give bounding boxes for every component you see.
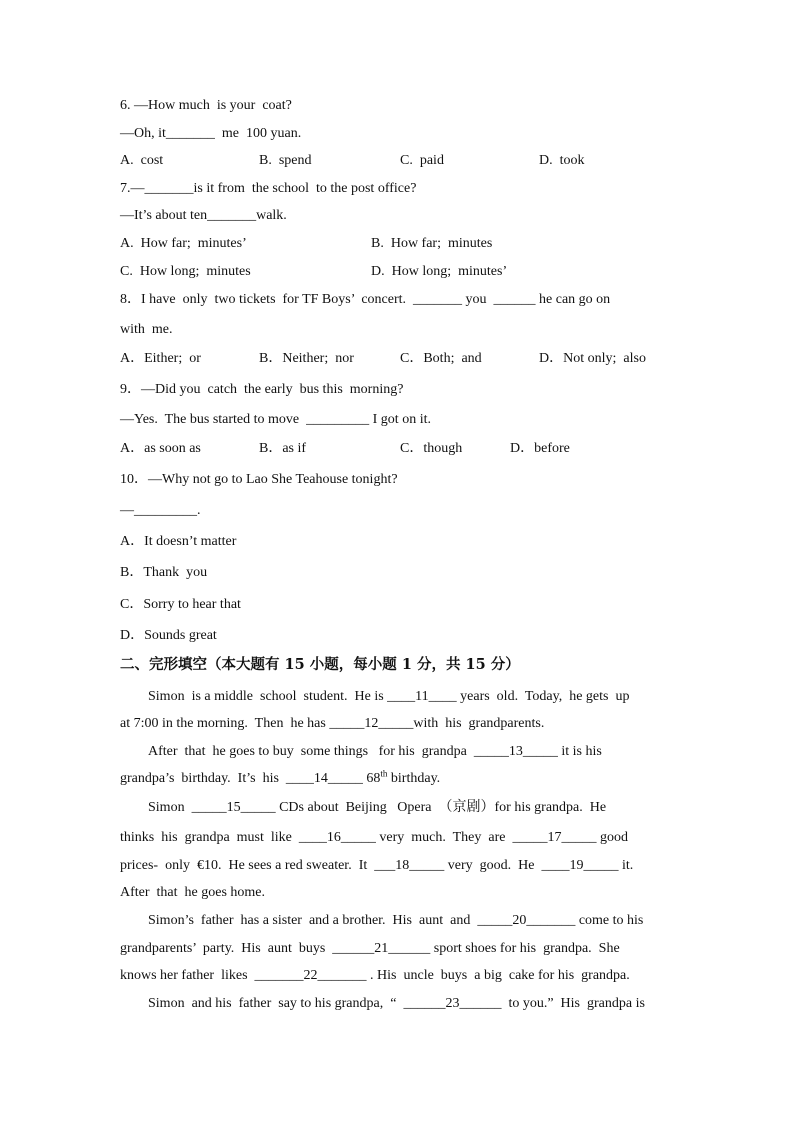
q7-question: 7.—_______is it from the school to the post office?	[120, 181, 417, 196]
q10-option-a: A．It doesn’t matter	[120, 534, 237, 549]
section-heading: 二、完形填空（本大题有 15 小题，每小题 1 分，共 15 分）	[120, 656, 520, 673]
q10-question: 10．—Why not go to Lao She Teahouse tonight?	[120, 472, 398, 487]
q10-answer: —_________.	[120, 503, 201, 518]
passage-text: it is his	[557, 744, 602, 759]
q8-option-d: D．Not only; also	[539, 351, 646, 366]
q8-question-line1: 8．I have only two tickets for TF Boys’ concert. _______ you ______ he can go on	[120, 292, 611, 307]
passage-text: birthday.	[387, 771, 441, 786]
passage-text: thinks his grandpa must like	[120, 830, 299, 845]
q8-question-line2: with me.	[120, 322, 173, 337]
blank-14: ____14_____	[285, 771, 363, 786]
passage-text: it.	[618, 858, 634, 873]
q6-option-b: B. spend	[259, 153, 312, 168]
passage-text: very much. They are	[375, 830, 513, 845]
passage-text: Simon is a middle school student. He is	[148, 689, 388, 704]
blank-11: ____11____	[387, 689, 457, 704]
blank-19: ____19_____	[541, 858, 619, 873]
ordinal-suffix: th	[380, 768, 388, 779]
q7-option-b: B. How far; minutes	[371, 236, 493, 251]
blank-21: ______21______	[332, 941, 431, 956]
q8-option-b: B．Neither; nor	[259, 351, 354, 366]
q7-option-d: D. How long; minutes’	[371, 264, 508, 279]
passage-line	[148, 743, 602, 761]
passage-text: come to his	[575, 913, 644, 928]
q6-answer: —Oh, it_______ me 100 yuan.	[120, 126, 302, 141]
passage-text: CDs about Beijing Opera （京剧）for his grandpa. He	[275, 800, 607, 815]
passage-text: . His uncle buys a big cake for his grandpa.	[366, 968, 630, 983]
q10-option-c: C．Sorry to hear that	[120, 597, 241, 612]
blank-22: _______22_______	[254, 968, 367, 983]
q9-option-d: D．before	[510, 441, 570, 456]
q6-option-a: A. cost	[120, 153, 164, 168]
q7-option-c: C. How long; minutes	[120, 264, 251, 279]
q9-answer: —Yes. The bus started to move _________ I got on it.	[120, 412, 431, 427]
passage-line	[120, 967, 630, 985]
passage-line	[148, 995, 645, 1013]
blank-13: _____13_____	[473, 744, 558, 759]
passage-text: at 7:00 in the morning. Then he has	[120, 716, 330, 731]
q6-question: 6. —How much is your coat?	[120, 98, 292, 113]
passage-line	[148, 912, 643, 930]
passage-text: knows her father likes	[120, 968, 255, 983]
q9-option-c: C．though	[400, 441, 463, 456]
passage-line	[120, 770, 440, 788]
q8-option-c: C．Both; and	[400, 351, 482, 366]
q6-option-d: D. took	[539, 153, 585, 168]
q6-option-c: C. paid	[400, 153, 444, 168]
passage-text: grandpa’s birthday. It’s his	[120, 771, 286, 786]
q8-option-a: A．Either; or	[120, 351, 201, 366]
passage-line	[148, 799, 606, 817]
passage-text: grandparents’ party. His aunt buys	[120, 941, 333, 956]
q9-option-a: A．as soon as	[120, 441, 201, 456]
blank-12: _____12_____	[329, 716, 414, 731]
q7-answer: —It’s about ten_______walk.	[120, 208, 287, 223]
q10-option-b: B．Thank you	[120, 565, 208, 580]
passage-line	[148, 688, 629, 706]
passage-text: sport shoes for his grandpa. She	[430, 941, 620, 956]
blank-18: ___18_____	[374, 858, 445, 873]
passage-text: After that he goes to buy some things for his grandpa	[148, 744, 474, 759]
passage-text: very good. He	[444, 858, 542, 873]
blank-15: _____15_____	[191, 800, 276, 815]
passage-text: prices- only €10. He sees a red sweater. It	[120, 858, 375, 873]
q7-option-a: A. How far; minutes’	[120, 236, 247, 251]
passage-line	[120, 940, 620, 958]
passage-line: After that he goes home.	[120, 885, 266, 900]
passage-text: 68	[362, 771, 381, 786]
blank-23: ______23______	[403, 996, 502, 1011]
passage-line	[120, 857, 633, 875]
passage-text: Simon	[148, 800, 192, 815]
passage-text: Simon’s father has a sister and a brother. His aunt and	[148, 913, 478, 928]
blank-17: _____17_____	[512, 830, 597, 845]
passage-line	[120, 829, 628, 847]
passage-text: good	[596, 830, 628, 845]
blank-16: ____16_____	[298, 830, 376, 845]
passage-text: years old. Today, he gets up	[456, 689, 630, 704]
q9-option-b: B．as if	[259, 441, 307, 456]
passage-line	[120, 715, 544, 733]
passage-text: with his grandparents.	[413, 716, 545, 731]
q10-option-d: D．Sounds great	[120, 628, 217, 643]
passage-text: to you.” His grandpa is	[501, 996, 645, 1011]
passage-text: Simon and his father say to his grandpa, “	[148, 996, 404, 1011]
q9-question: 9．—Did you catch the early bus this morning?	[120, 382, 404, 397]
blank-20: _____20_______	[477, 913, 576, 928]
